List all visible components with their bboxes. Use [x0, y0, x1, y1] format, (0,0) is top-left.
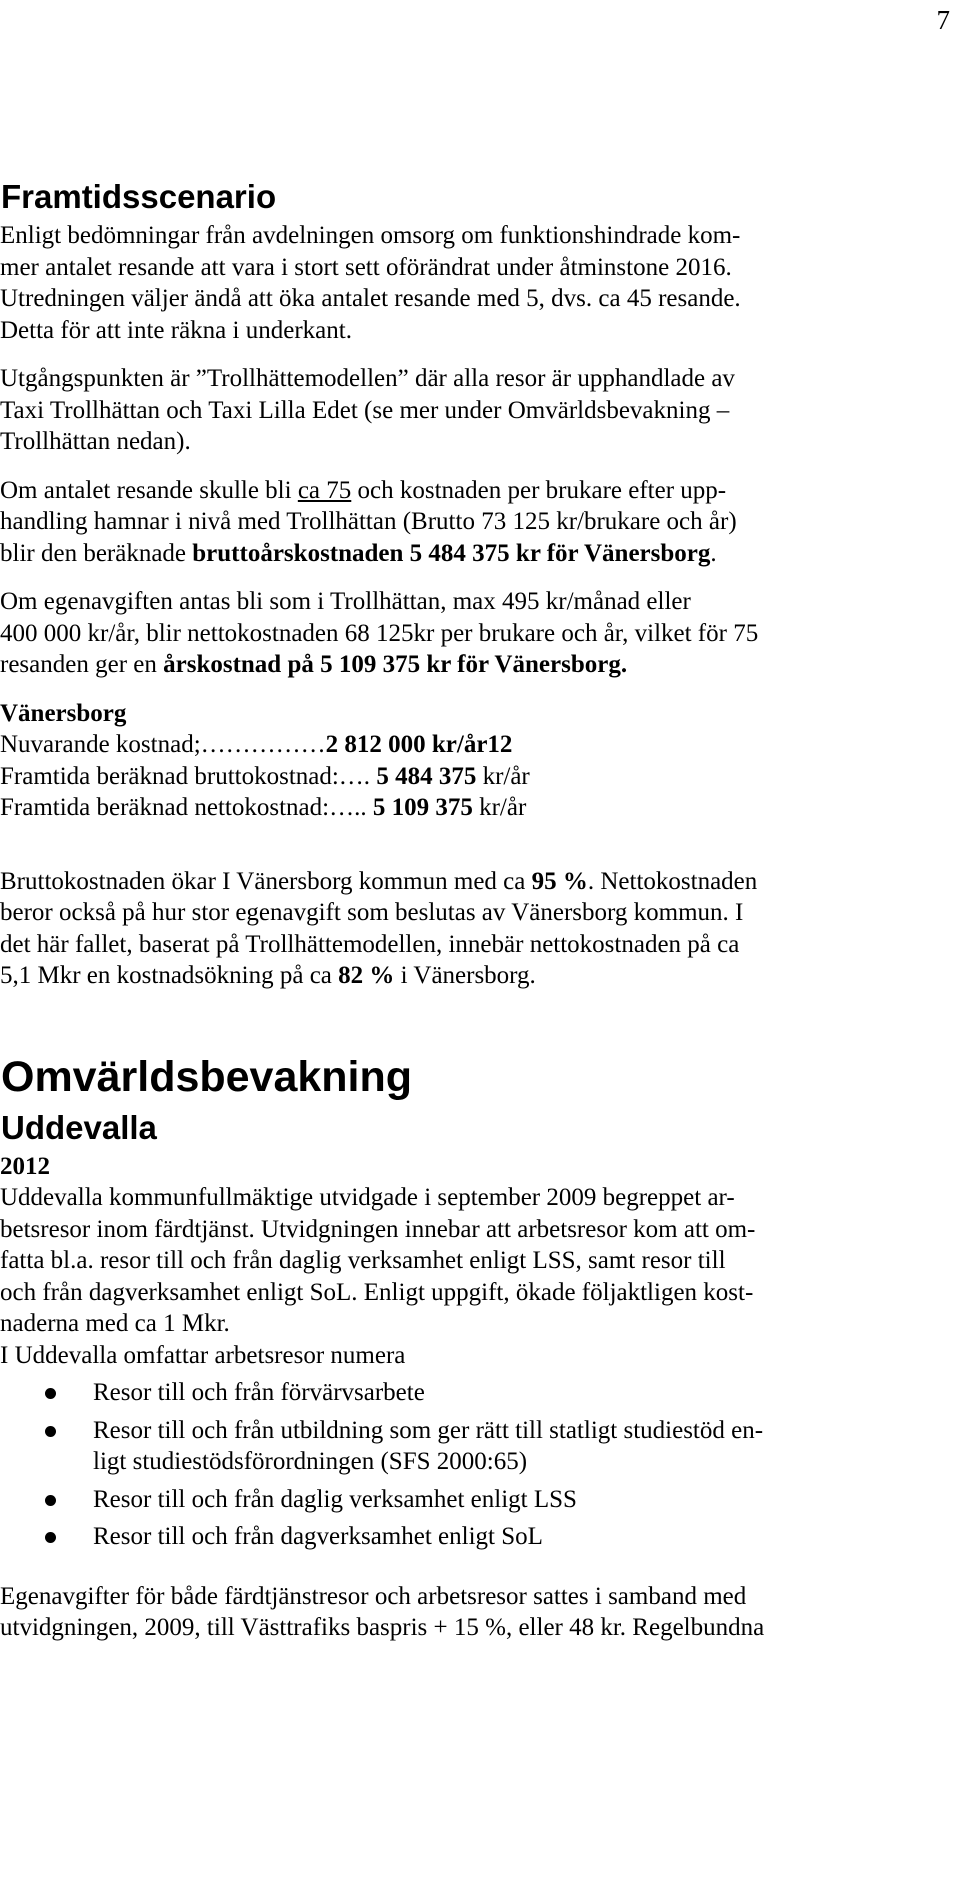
cost-summary-vanersborg [0, 698, 960, 824]
year-label: 2012 [0, 1152, 50, 1180]
text-line: 400 000 kr/år, blir nettokostnaden 68 125kr per brukare och år, vilket för 75 [0, 619, 759, 647]
text-line: 5,1 Mkr en kostnadsökning på ca 82 % i Vänersborg. [0, 962, 536, 989]
text-line: mer antalet resande att vara i stort sett oförändrat under åtminstone 2016. [0, 253, 732, 281]
paragraph-net-cost [0, 586, 960, 681]
paragraph-forecast [0, 220, 960, 346]
text-line: Om antalet resande skulle bli ca 75 och kostnaden per brukare efter upp- [0, 476, 727, 504]
paragraph-gross-cost [0, 475, 960, 570]
text-line: Utgångspunkten är ”Trollhättemodellen” där alla resor är upphandlade av [0, 365, 735, 392]
text-line: utvidgningen, 2009, till Västtrafiks baspris + 15 %, eller 48 kr. Regelbundna [0, 1614, 765, 1641]
text-line: betsresor inom färdtjänst. Utvidgningen innebar att arbetsresor kom att om- [0, 1215, 756, 1243]
summary-title: Vänersborg [0, 699, 127, 727]
text-line: handling hamnar i nivå med Trollhättan (Brutto 73 125 kr/brukare och år) [0, 508, 737, 535]
document-body [0, 175, 960, 1644]
text-line: det här fallet, baserat på Trollhättemodellen, innebär nettokostnaden på ca [0, 930, 740, 958]
bullet-icon [45, 1532, 56, 1543]
bold-gross-cost: bruttoårskostnaden 5 484 375 kr för Vänersborg [192, 539, 711, 567]
text-line: Detta för att inte räkna i underkant. [0, 316, 352, 344]
text-line: fatta bl.a. resor till och från daglig verksamhet enligt LSS, samt resor till [0, 1247, 726, 1274]
list-item: Resor till och från utbildning som ger rätt till statligt studiestöd en- ligt studiestödsförordningen (SFS 2000:65) [0, 1415, 960, 1478]
text-line: Uddevalla kommunfullmäktige utvidgade i september 2009 begreppet ar- [0, 1184, 735, 1211]
text-line: och från dagverksamhet enligt SoL. Enligt uppgift, ökade följaktligen kost- [0, 1278, 754, 1306]
list-item: Resor till och från daglig verksamhet enligt LSS [0, 1484, 960, 1516]
section-heading-framtidsscenario: Framtidsscenario [1, 178, 277, 215]
text-line: Trollhättan nedan). [0, 428, 191, 455]
text-line: Egenavgifter för både färdtjänstresor och arbetsresor sattes i samband med [0, 1582, 747, 1610]
text-line: Taxi Trollhättan och Taxi Lilla Edet (se mer under Omvärldsbevakning – [0, 396, 730, 424]
summary-row-gross: Framtida beräknad bruttokostnad:…. 5 484 375 kr/år [0, 762, 530, 790]
text-line: Utredningen väljer ändå att öka antalet resande med 5, dvs. ca 45 resande. [0, 285, 741, 312]
underlined-count: ca 75 [297, 476, 352, 504]
summary-row-current: Nuvarande kostnad;……………2 812 000 kr/år12 [0, 731, 513, 758]
summary-row-net: Framtida beräknad nettokostnad:….. 5 109 375 kr/år [0, 794, 527, 821]
text-line: beror också på hur stor egenavgift som beslutas av Vänersborg kommun. I [0, 899, 744, 926]
page-number: 7 [936, 5, 950, 35]
text-line: resanden ger en årskostnad på 5 109 375 kr för Vänersborg. [0, 651, 628, 678]
paragraph-uddevalla [0, 1182, 960, 1371]
paragraph-fees [0, 1581, 960, 1644]
text-line: I Uddevalla omfattar arbetsresor numera [0, 1341, 406, 1369]
paragraph-trollhattemodellen [0, 363, 960, 458]
subheading-uddevalla: Uddevalla [1, 1108, 157, 1146]
text-line: Om egenavgiften antas bli som i Trollhättan, max 495 kr/månad eller [0, 588, 691, 615]
text-line: Enligt bedömningar från avdelningen omsorg om funktionshindrade kom- [0, 222, 741, 249]
list-item: Resor till och från dagverksamhet enligt SoL [0, 1521, 960, 1553]
bold-net-cost: årskostnad på 5 109 375 kr för Vänersborg. [163, 651, 628, 678]
bullet-list [0, 1377, 960, 1553]
paragraph-increase [0, 866, 960, 992]
section-heading-omvarldsbevakning: Omvärldsbevakning [1, 1052, 413, 1101]
text-line: Bruttokostnaden ökar I Vänersborg kommun med ca 95 %. Nettokostnaden [0, 867, 758, 895]
bullet-icon [45, 1388, 56, 1399]
bullet-icon [45, 1495, 56, 1506]
list-item: Resor till och från förvärvsarbete [0, 1377, 960, 1409]
text-line: naderna med ca 1 Mkr. [0, 1310, 230, 1337]
text-line: blir den beräknade bruttoårskostnaden 5 484 375 kr för Vänersborg. [0, 539, 717, 567]
bullet-icon [45, 1426, 56, 1437]
